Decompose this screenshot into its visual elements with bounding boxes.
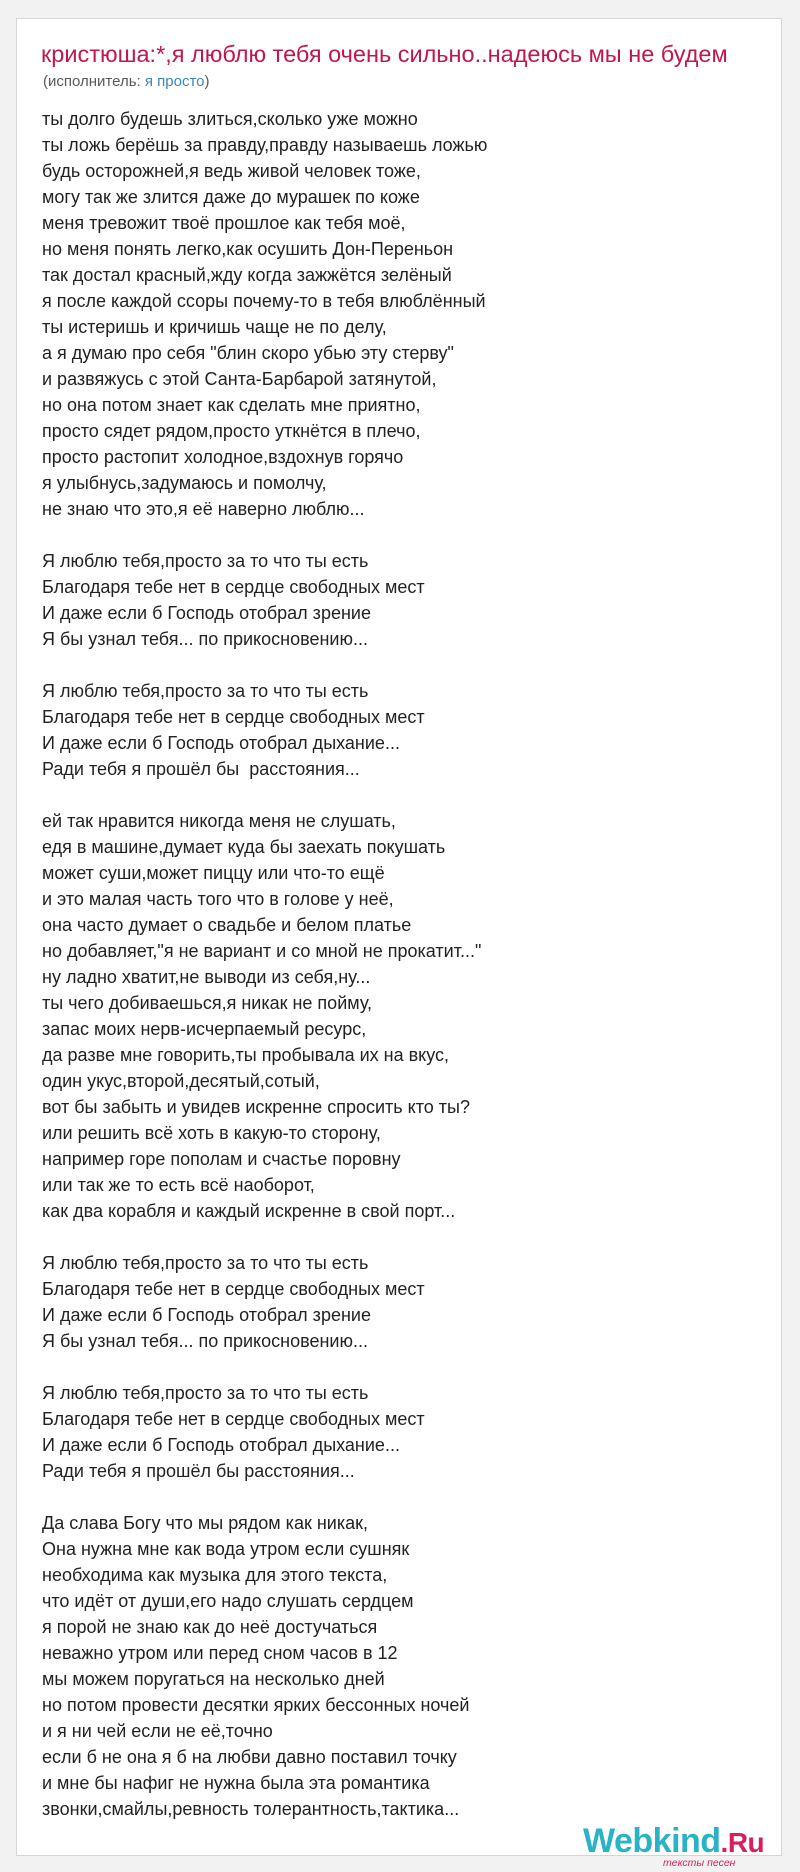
lyric-line: а я думаю про себя "блин скоро убью эту стерву" — [42, 343, 454, 363]
lyric-line: я улыбнусь,задумаюсь и помолчу, — [42, 473, 327, 493]
lyric-line: Я бы узнал тебя... по прикосновению... — [42, 629, 368, 649]
lyric-line: неважно утром или перед сном часов в 12 — [42, 1643, 398, 1663]
lyric-line: так достал красный,жду когда зажжётся зелёный — [42, 265, 452, 285]
lyric-line: один укус,второй,десятый,сотый, — [42, 1071, 320, 1091]
lyric-line: и я ни чей если не её,точно — [42, 1721, 273, 1741]
lyric-line: я после каждой ссоры почему-то в тебя влюблённый — [42, 291, 486, 311]
lyric-line: И даже если б Господь отобрал зрение — [42, 603, 371, 623]
stanza-gap — [42, 1224, 487, 1250]
lyric-line: ты ложь берёшь за правду,правду называешь ложью — [42, 135, 488, 155]
lyric-line: но она потом знает как сделать мне приятно, — [42, 395, 421, 415]
lyric-line: вот бы забыть и увидев искренне спросить кто ты? — [42, 1097, 470, 1117]
lyrics-text — [42, 106, 487, 1822]
lyric-line: и развяжусь с этой Санта-Барбарой затянутой, — [42, 369, 437, 389]
lyrics-card — [16, 18, 782, 1869]
lyric-line: ты истеришь и кричишь чаще не по делу, — [42, 317, 387, 337]
lyric-line: что идёт от души,его надо слушать сердцем — [42, 1591, 414, 1611]
lyric-line: Она нужна мне как вода утром если сушняк — [42, 1539, 410, 1559]
lyric-line: Благодаря тебе нет в сердце свободных мест — [42, 577, 425, 597]
lyric-line: или так же то есть всё наоборот, — [42, 1175, 315, 1195]
lyric-line: просто сядет рядом,просто уткнётся в плечо, — [42, 421, 421, 441]
song-title: кристюша:*,я люблю тебя очень сильно..надеюсь мы не будем — [41, 41, 728, 67]
lyric-line: Я люблю тебя,просто за то что ты есть — [42, 681, 369, 701]
lyric-line: ей так нравится никогда меня не слушать, — [42, 811, 396, 831]
lyric-line: но добавляет,"я не вариант и со мной не прокатит..." — [42, 941, 482, 961]
stanza-gap — [42, 782, 487, 808]
lyric-line: и мне бы нафиг не нужна была эта романтика — [42, 1773, 430, 1793]
logo-tld: .Ru — [720, 1827, 765, 1858]
lyric-line: звонки,смайлы,ревность толерантность,тактика... — [42, 1799, 460, 1819]
webkind-logo[interactable] — [583, 1822, 765, 1869]
lyric-line: она часто думает о свадьбе и белом платье — [42, 915, 412, 935]
logo-wordmark — [583, 1823, 764, 1861]
lyric-line: Ради тебя я прошёл бы расстояния... — [42, 759, 360, 779]
lyric-line: Благодаря тебе нет в сердце свободных мест — [42, 707, 425, 727]
logo-name: Webkind — [583, 1822, 721, 1860]
lyric-line: Ради тебя я прошёл бы расстояния... — [42, 1461, 355, 1481]
lyric-line: запас моих нерв-исчерпаемый ресурс, — [42, 1019, 367, 1039]
lyric-line: могу так же злится даже до мурашек по коже — [42, 187, 420, 207]
lyric-line: меня тревожит твоё прошлое как тебя моё, — [42, 213, 406, 233]
stanza-gap — [42, 522, 487, 548]
lyric-line: и это малая часть того что в голове у неё, — [42, 889, 394, 909]
lyric-line: необходима как музыка для этого текста, — [42, 1565, 388, 1585]
lyric-line: И даже если б Господь отобрал дыхание... — [42, 733, 400, 753]
lyric-line: Да слава Богу что мы рядом как никак, — [42, 1513, 368, 1533]
lyric-line: мы можем поругаться на несколько дней — [42, 1669, 385, 1689]
lyric-line: например горе пополам и счастье поровну — [42, 1149, 401, 1169]
lyric-line: если б не она я б на любви давно поставил точку — [42, 1747, 457, 1767]
lyric-line: не знаю что это,я её наверно люблю... — [42, 499, 365, 519]
lyric-line: Благодаря тебе нет в сердце свободных мест — [42, 1409, 425, 1429]
stanza-gap — [42, 1484, 487, 1510]
lyric-line: Я люблю тебя,просто за то что ты есть — [42, 1253, 369, 1273]
lyric-line: или решить всё хоть в какую-то сторону, — [42, 1123, 381, 1143]
lyric-line: едя в машине,думает куда бы заехать покушать — [42, 837, 446, 857]
lyric-line: как два корабля и каждый искренне в свой порт... — [42, 1201, 456, 1221]
lyric-line: ну ладно хватит,не выводи из себя,ну... — [42, 967, 371, 987]
lyric-line: И даже если б Господь отобрал дыхание... — [42, 1435, 400, 1455]
lyric-line: ты чего добиваешься,я никак не пойму, — [42, 993, 373, 1013]
stanza-gap — [42, 652, 487, 678]
lyric-line: Я люблю тебя,просто за то что ты есть — [42, 1383, 369, 1403]
lyric-line: И даже если б Господь отобрал зрение — [42, 1305, 371, 1325]
performer-line — [43, 73, 210, 91]
stanza-gap — [42, 1354, 487, 1380]
lyric-line: просто растопит холодное,вздохнув горячо — [42, 447, 404, 467]
lyric-line: я порой не знаю как до неё достучаться — [42, 1617, 378, 1637]
lyric-line: да разве мне говорить,ты пробывала их на вкус, — [42, 1045, 450, 1065]
lyric-line: Я бы узнал тебя... по прикосновению... — [42, 1331, 368, 1351]
lyric-line: но потом провести десятки ярких бессонных ночей — [42, 1695, 470, 1715]
lyric-line: может суши,может пиццу или что-то ещё — [42, 863, 385, 883]
lyric-line: ты долго будешь злиться,сколько уже можно — [42, 109, 418, 129]
lyric-line: но меня понять легко,как осушить Дон-Переньон — [42, 239, 454, 259]
lyric-line: будь осторожней,я ведь живой человек тоже, — [42, 161, 421, 181]
logo-tagline: тексты песен — [663, 1857, 736, 1869]
lyric-line: Я люблю тебя,просто за то что ты есть — [42, 551, 369, 571]
performer-prefix: (исполнитель: — [43, 73, 145, 90]
performer-link[interactable]: я просто — [144, 73, 205, 90]
lyric-line: Благодаря тебе нет в сердце свободных мест — [42, 1279, 425, 1299]
performer-suffix: ) — [204, 73, 210, 90]
